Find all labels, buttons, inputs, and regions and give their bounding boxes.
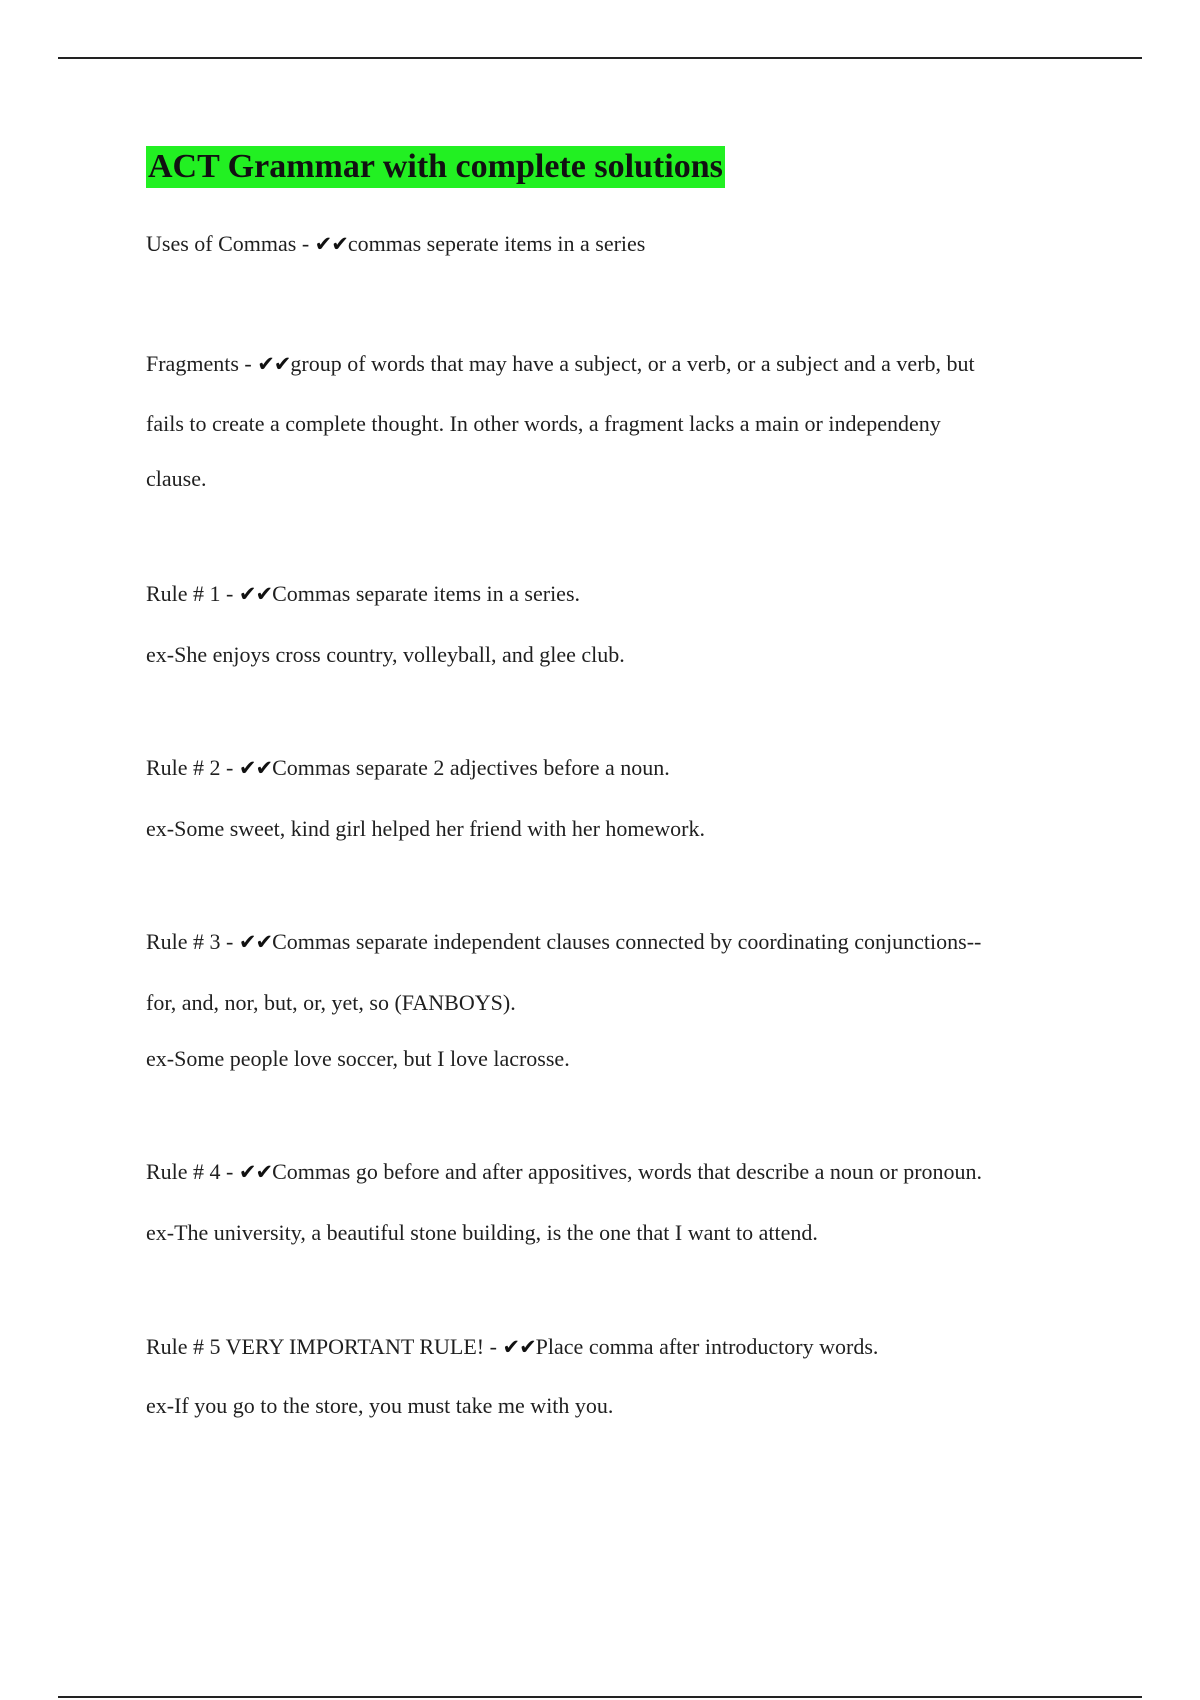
entry-definition: Commas separate independent clauses connected by coordinating conjunctions-- (272, 929, 982, 954)
top-rule-line (58, 57, 1142, 59)
entry-rule-5-example: ex-If you go to the store, you must take me with you. (146, 1393, 614, 1418)
entry-term: Rule # 2 - (146, 755, 239, 780)
entry-fragments-continuation: fails to create a complete thought. In other words, a fragment lacks a main or independeny (146, 411, 941, 436)
double-check-icon: ✔✔ (238, 582, 273, 606)
entry-uses-of-commas (146, 230, 645, 258)
entry-rule-1-example: ex-She enjoys cross country, volleyball, and glee club. (146, 642, 625, 667)
entry-definition: Commas separate items in a series. (272, 581, 581, 606)
double-check-icon: ✔✔ (238, 1160, 273, 1184)
double-check-icon: ✔✔ (257, 352, 291, 376)
entry-term: Rule # 5 VERY IMPORTANT RULE! - (146, 1334, 503, 1359)
entry-term: Rule # 1 - (146, 581, 239, 606)
entry-rule-3-example: ex-Some people love soccer, but I love lacrosse. (146, 1046, 570, 1071)
entry-definition: group of words that may have a subject, or a verb, or a subject and a verb, but (290, 351, 975, 376)
entry-rule-5 (146, 1333, 878, 1361)
entry-rule-3 (146, 928, 981, 956)
entry-rule-4-example: ex-The university, a beautiful stone building, is the one that I want to attend. (146, 1220, 818, 1245)
document-title: ACT Grammar with complete solutions (146, 146, 725, 188)
entry-definition: commas seperate items in a series (347, 231, 646, 256)
entry-term: Rule # 3 - (146, 929, 239, 954)
entry-fragments-continuation: clause. (146, 466, 207, 491)
entry-definition: Place comma after introductory words. (535, 1334, 879, 1359)
entry-rule-2 (146, 754, 670, 782)
double-check-icon: ✔✔ (238, 756, 273, 780)
entry-rule-3-continuation: for, and, nor, but, or, yet, so (FANBOYS). (146, 990, 516, 1015)
entry-definition: Commas separate 2 adjectives before a noun. (272, 755, 670, 780)
double-check-icon: ✔✔ (314, 232, 348, 256)
entry-rule-2-example: ex-Some sweet, kind girl helped her friend with her homework. (146, 816, 706, 841)
entry-term: Uses of Commas - (146, 231, 315, 256)
entry-rule-4 (146, 1158, 982, 1186)
entry-definition: Commas go before and after appositives, words that describe a noun or pronoun. (272, 1159, 983, 1184)
bottom-rule-line (58, 1696, 1142, 1698)
entry-rule-1 (146, 580, 580, 608)
double-check-icon: ✔✔ (238, 930, 273, 954)
entry-term: Rule # 4 - (146, 1159, 239, 1184)
entry-term: Fragments - (146, 351, 258, 376)
double-check-icon: ✔✔ (502, 1335, 536, 1359)
entry-fragments (146, 350, 975, 378)
